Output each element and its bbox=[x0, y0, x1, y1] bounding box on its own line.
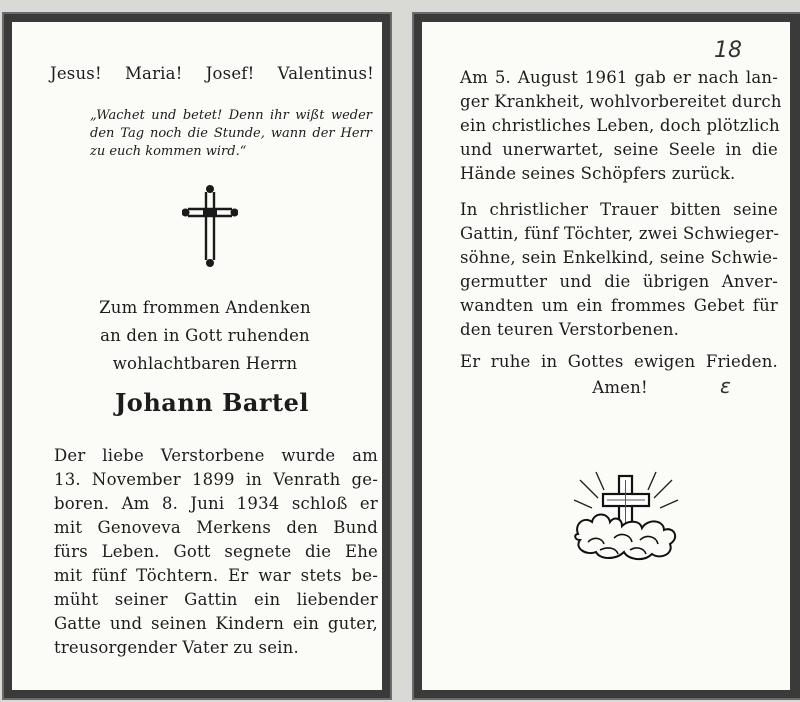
quote-line-2: den Tag noch die Stunde, wann der Herr bbox=[90, 126, 372, 141]
bio-line-7: müht seiner Gattin ein liebender bbox=[54, 590, 378, 609]
quote-line-3: zu euch kommen wird.“ bbox=[90, 144, 247, 159]
death-line-3: ein christliches Leben, doch plötzlich bbox=[460, 116, 780, 135]
deceased-name: Johann Bartel bbox=[114, 388, 310, 417]
cross-on-clouds-icon bbox=[570, 468, 682, 564]
left-card bbox=[4, 14, 390, 698]
quote-line-1: „Wachet und betet! Denn ihr wißt weder bbox=[90, 108, 372, 123]
invocation: Jesus! Maria! Josef! Valentinus! bbox=[50, 64, 374, 83]
bio-line-3: boren. Am 8. Juni 1934 schloß er bbox=[54, 494, 378, 513]
bio-line-9: treusorgender Vater zu sein. bbox=[54, 638, 299, 657]
memorial-line-3: wohlachtbaren Herrn bbox=[112, 354, 298, 373]
memorial-line-1: Zum frommen Andenken bbox=[99, 298, 311, 317]
bio-line-5: fürs Leben. Gott segnete die Ehe bbox=[54, 542, 378, 561]
bio-line-6: mit fünf Töchtern. Er war stets be- bbox=[54, 566, 378, 585]
right-card bbox=[414, 14, 800, 698]
mourning-line-4: germutter und die übrigen Anver- bbox=[460, 272, 778, 291]
death-line-4: und unerwartet, seine Seele in die bbox=[460, 140, 778, 159]
page-number: 18 bbox=[714, 38, 742, 63]
closing-line: Er ruhe in Gottes ewigen Frieden. bbox=[460, 352, 778, 371]
memorial-line-2: an den in Gott ruhenden bbox=[100, 326, 310, 345]
margin-mark: ɛ bbox=[720, 374, 731, 398]
mourning-line-1: In christlicher Trauer bitten seine bbox=[460, 200, 778, 219]
mourning-line-5: wandten um ein frommes Gebet für bbox=[460, 296, 778, 315]
bio-line-4: mit Genoveva Merkens den Bund bbox=[54, 518, 378, 537]
bio-line-2: 13. November 1899 in Venrath ge- bbox=[54, 470, 378, 489]
death-line-5: Hände seines Schöpfers zurück. bbox=[460, 164, 736, 183]
death-line-1: Am 5. August 1961 gab er nach lan- bbox=[460, 68, 778, 87]
amen-text: Amen! bbox=[592, 378, 648, 397]
bio-line-8: Gatte und seinen Kindern ein guter, bbox=[54, 614, 378, 633]
death-line-2: ger Krankheit, wohlvorbereitet durch bbox=[460, 92, 782, 111]
bio-line-1: Der liebe Verstorbene wurde am bbox=[54, 446, 378, 465]
ornate-cross-icon bbox=[182, 184, 238, 268]
mourning-line-2: Gattin, fünf Töchter, zwei Schwieger- bbox=[460, 224, 780, 243]
mourning-line-6: den teuren Verstorbenen. bbox=[460, 320, 680, 339]
mourning-line-3: söhne, sein Enkelkind, seine Schwie- bbox=[460, 248, 778, 267]
